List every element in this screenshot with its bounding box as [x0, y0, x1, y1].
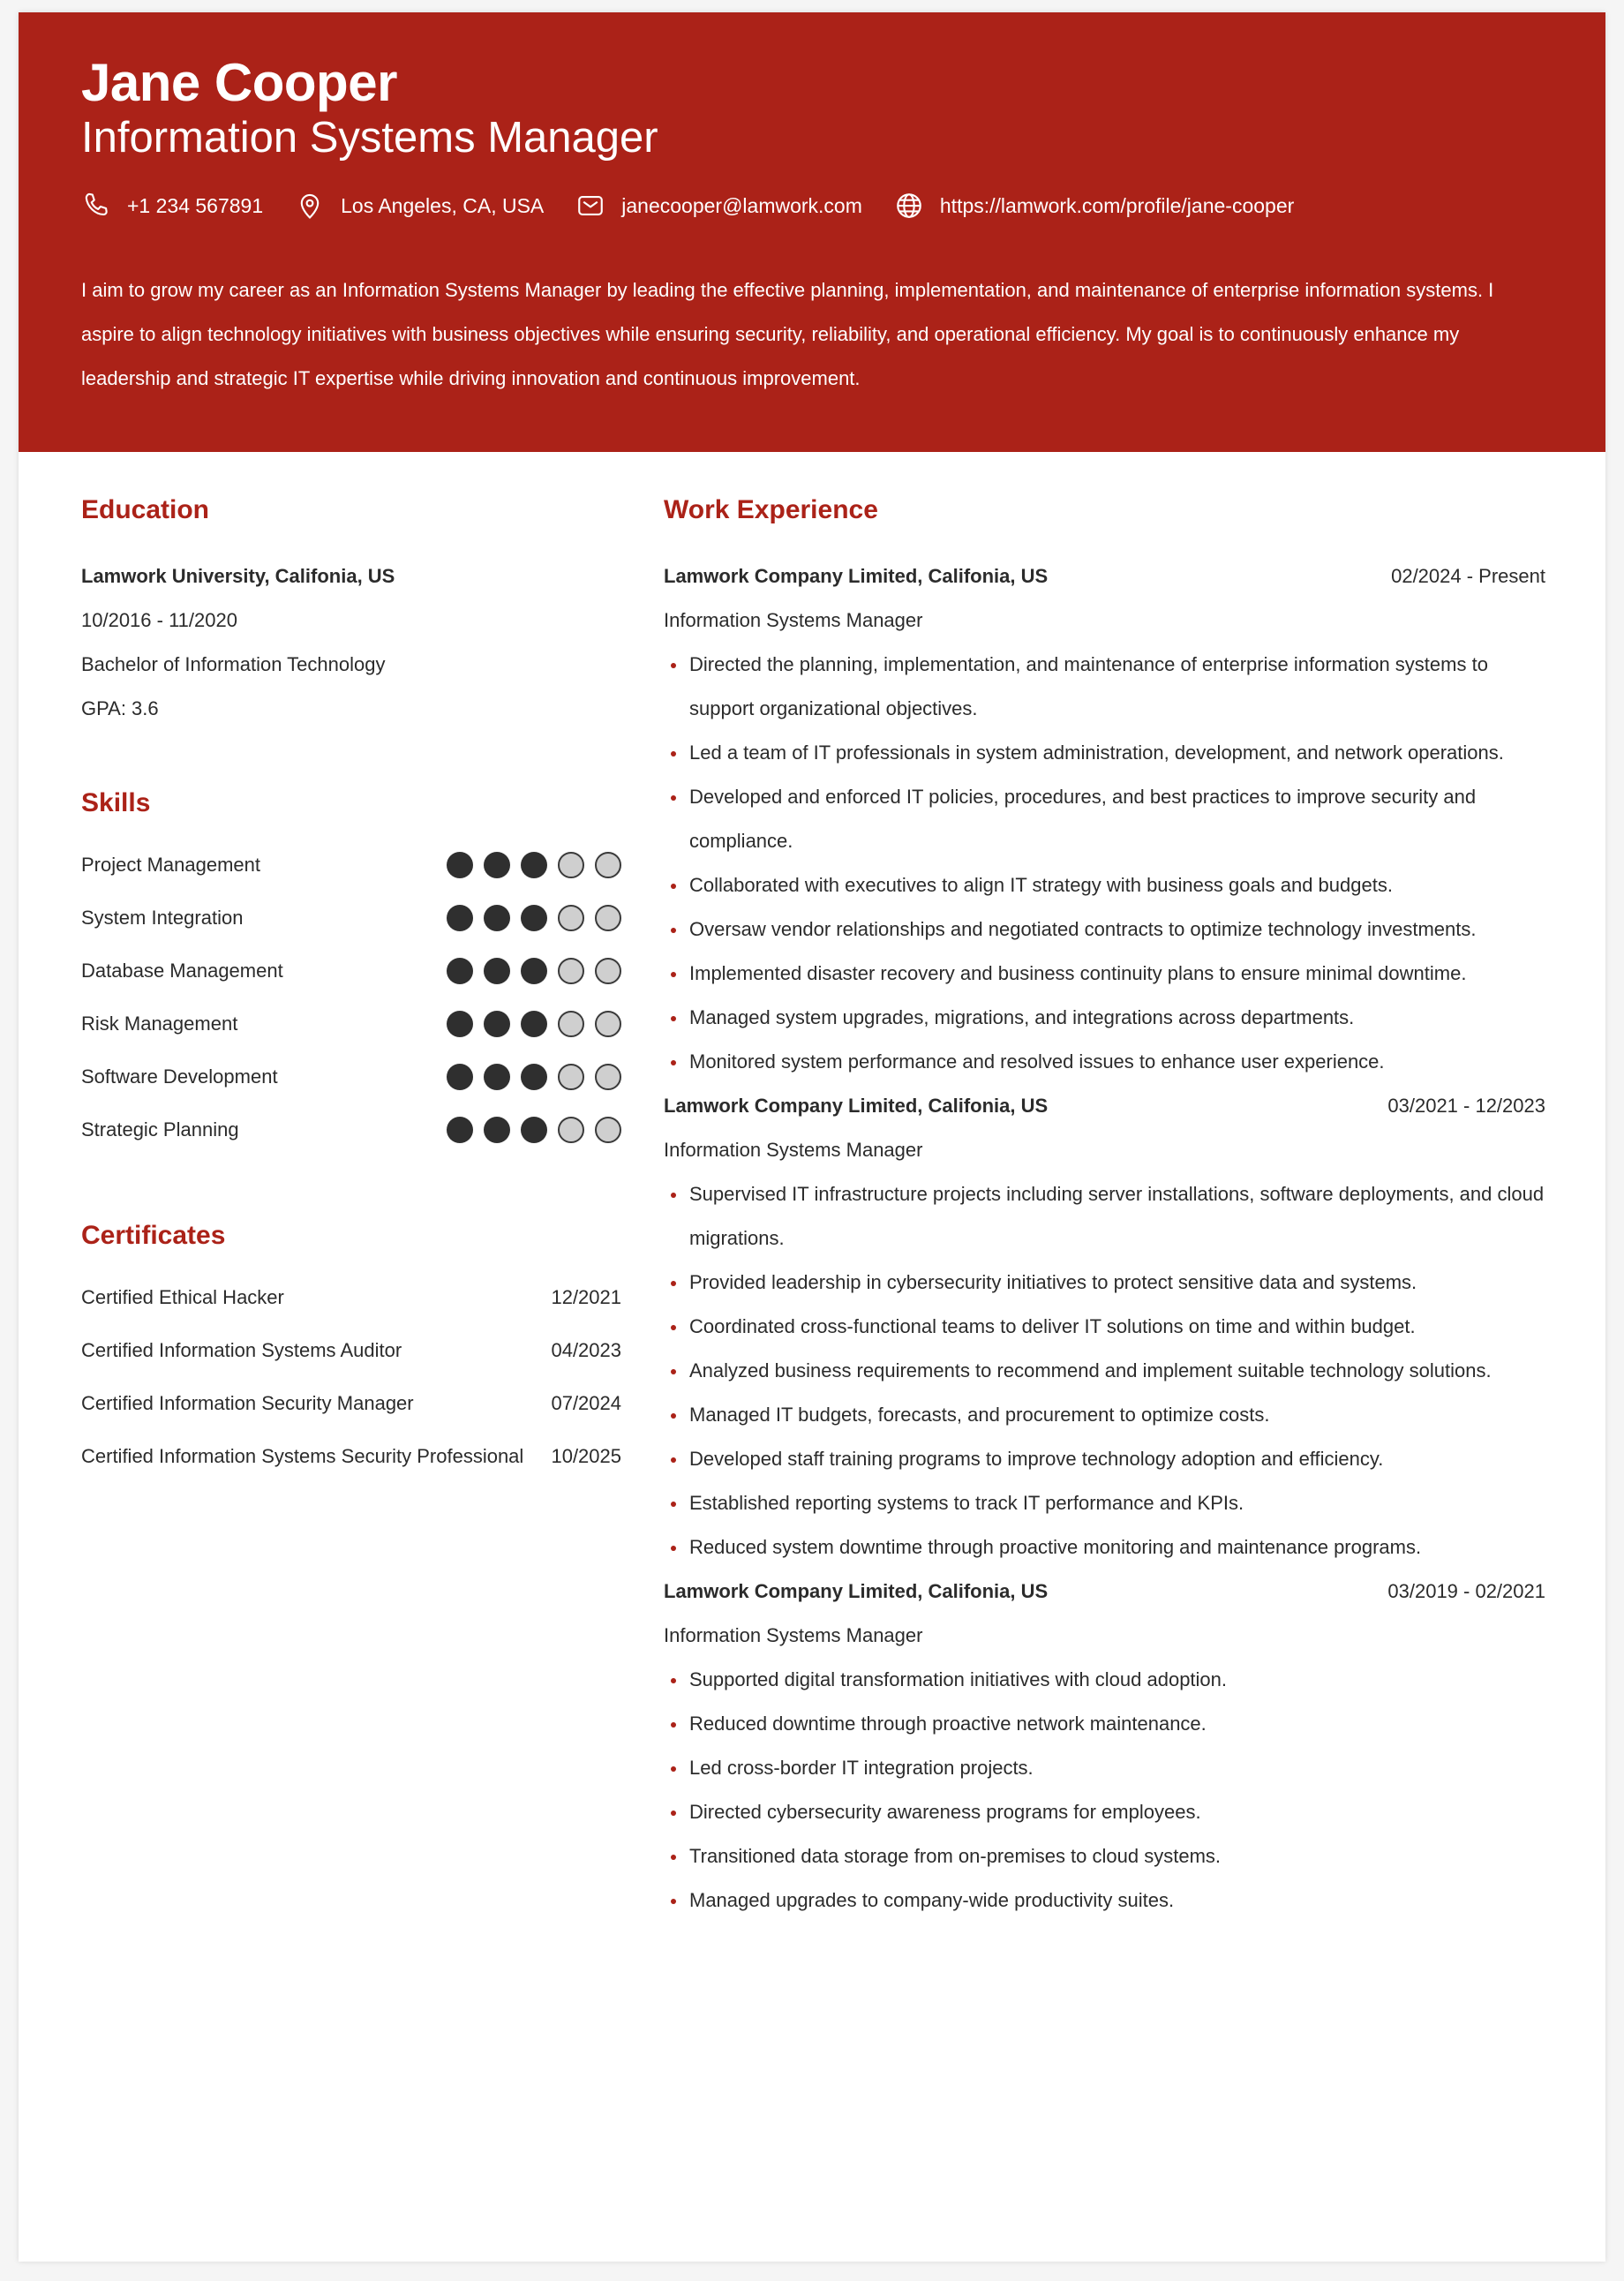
- responsibility-item: Directed the planning, implementation, and maintenance of enterprise information systems to support organizational objectives.: [664, 643, 1545, 731]
- skill-row: [81, 997, 621, 1050]
- rating-dot-filled: [521, 1011, 547, 1037]
- rating-dot-filled: [447, 905, 473, 931]
- contact-location[interactable]: [295, 191, 544, 221]
- job-role: Information Systems Manager: [664, 1624, 923, 1646]
- rating-dot-empty: [558, 1117, 584, 1143]
- responsibility-item: Developed staff training programs to improve technology adoption and efficiency.: [664, 1437, 1545, 1481]
- rating-dot-filled: [447, 1064, 473, 1090]
- rating-dot-empty: [558, 1011, 584, 1037]
- responsibility-item: Monitored system performance and resolved issues to enhance user experience.: [664, 1040, 1545, 1084]
- left-column: [81, 494, 621, 1483]
- certificate-row: [81, 1430, 621, 1483]
- resume-header: [19, 12, 1605, 452]
- job-responsibilities: [664, 1658, 1545, 1923]
- skill-name: Risk Management: [81, 1013, 238, 1035]
- responsibility-item: Supported digital transformation initiatives with cloud adoption.: [664, 1658, 1545, 1702]
- job-entry: [664, 1570, 1545, 1923]
- education-entry: [81, 554, 621, 731]
- job-dates: 02/2024 - Present: [1391, 565, 1545, 587]
- envelope-icon: [575, 191, 605, 221]
- job-company: Lamwork Company Limited, Califonia, US: [664, 565, 1049, 587]
- education-gpa: GPA: 3.6: [81, 697, 159, 719]
- skill-rating: [447, 1064, 621, 1090]
- contact-website[interactable]: [894, 191, 1294, 221]
- skill-rating: [447, 852, 621, 878]
- responsibility-item: Implemented disaster recovery and business continuity plans to ensure minimal downtime.: [664, 952, 1545, 996]
- rating-dot-empty: [558, 958, 584, 984]
- job-company: Lamwork Company Limited, Califonia, US: [664, 1580, 1049, 1602]
- skill-name: Strategic Planning: [81, 1118, 239, 1140]
- contact-bar: [81, 184, 1294, 228]
- rating-dot-filled: [484, 905, 510, 931]
- rating-dot-empty: [595, 852, 621, 878]
- rating-dot-empty: [595, 1011, 621, 1037]
- responsibility-item: Led a team of IT professionals in system administration, development, and network operations.: [664, 731, 1545, 775]
- job-company: Lamwork Company Limited, Califonia, US: [664, 1095, 1049, 1117]
- location-text: Los Angeles, CA, USA: [341, 193, 545, 217]
- skill-rating: [447, 1011, 621, 1037]
- phone-icon: [81, 191, 111, 221]
- responsibility-item: Analyzed business requirements to recommend and implement suitable technology solutions.: [664, 1349, 1545, 1393]
- skill-rating: [447, 905, 621, 931]
- responsibility-item: Managed upgrades to company-wide productivity suites.: [664, 1878, 1545, 1923]
- rating-dot-empty: [595, 905, 621, 931]
- responsibility-item: Supervised IT infrastructure projects including server installations, software deployments, and cloud migrations.: [664, 1172, 1545, 1261]
- job-role: Information Systems Manager: [664, 609, 923, 631]
- rating-dot-filled: [447, 1011, 473, 1037]
- education-dates: 10/2016 - 11/2020: [81, 609, 237, 631]
- rating-dot-filled: [521, 905, 547, 931]
- responsibility-item: Reduced system downtime through proactive monitoring and maintenance programs.: [664, 1525, 1545, 1570]
- skill-row: [81, 1050, 621, 1103]
- certificate-date: 10/2025: [551, 1445, 621, 1467]
- certificates-list: [81, 1271, 621, 1483]
- responsibility-item: Transitioned data storage from on-premises to cloud systems.: [664, 1834, 1545, 1878]
- rating-dot-filled: [521, 852, 547, 878]
- certificate-date: 07/2024: [551, 1392, 621, 1414]
- right-column: [664, 494, 1545, 1923]
- work-experience-heading: Work Experience: [664, 495, 878, 524]
- candidate-name: Jane Cooper: [81, 53, 397, 112]
- skill-name: System Integration: [81, 907, 244, 929]
- responsibility-item: Collaborated with executives to align IT strategy with business goals and budgets.: [664, 863, 1545, 907]
- rating-dot-filled: [484, 1011, 510, 1037]
- responsibility-item: Provided leadership in cybersecurity initiatives to protect sensitive data and systems.: [664, 1261, 1545, 1305]
- rating-dot-filled: [447, 1117, 473, 1143]
- rating-dot-filled: [484, 958, 510, 984]
- skill-name: Software Development: [81, 1065, 278, 1088]
- skills-list: [81, 839, 621, 1156]
- rating-dot-filled: [447, 852, 473, 878]
- website-text: https://lamwork.com/profile/jane-cooper: [939, 193, 1295, 217]
- skill-row: [81, 839, 621, 892]
- resume-page: [19, 12, 1605, 2262]
- rating-dot-empty: [595, 1064, 621, 1090]
- certificates-heading: Certificates: [81, 1221, 226, 1250]
- job-header: [664, 1570, 1545, 1614]
- job-entry: [664, 554, 1545, 1084]
- candidate-title: Information Systems Manager: [81, 114, 658, 162]
- responsibility-item: Developed and enforced IT policies, procedures, and best practices to improve security and compliance.: [664, 775, 1545, 863]
- skill-name: Project Management: [81, 854, 260, 876]
- responsibility-item: Managed system upgrades, migrations, and integrations across departments.: [664, 996, 1545, 1040]
- rating-dot-filled: [484, 852, 510, 878]
- responsibility-item: Led cross-border IT integration projects.: [664, 1746, 1545, 1790]
- rating-dot-filled: [521, 958, 547, 984]
- career-objective: I aim to grow my career as an Information Systems Manager by leading the effective planning, implementation, and maintenance of enterprise information systems. I aspire to align technology initiatives with business objectives while ensuring security, reliability, and operational efficiency. My goal is to continuously enhance my leadership and strategic IT expertise while driving innovation and continuous improvement.: [81, 279, 1494, 389]
- certificate-name: Certified Ethical Hacker: [81, 1286, 284, 1308]
- responsibility-item: Oversaw vendor relationships and negotiated contracts to optimize technology investments.: [664, 907, 1545, 952]
- skill-rating: [447, 1117, 621, 1143]
- skill-rating: [447, 958, 621, 984]
- phone-text: +1 234 567891: [127, 193, 264, 217]
- skills-heading: Skills: [81, 788, 151, 817]
- contact-phone[interactable]: [81, 191, 263, 221]
- skill-row: [81, 945, 621, 997]
- rating-dot-empty: [558, 852, 584, 878]
- job-responsibilities: [664, 643, 1545, 1084]
- responsibility-item: Established reporting systems to track IT performance and KPIs.: [664, 1481, 1545, 1525]
- rating-dot-filled: [521, 1117, 547, 1143]
- job-responsibilities: [664, 1172, 1545, 1570]
- certificate-date: 12/2021: [551, 1286, 621, 1308]
- responsibility-item: Directed cybersecurity awareness programs for employees.: [664, 1790, 1545, 1834]
- job-role: Information Systems Manager: [664, 1139, 923, 1161]
- responsibility-item: Coordinated cross-functional teams to deliver IT solutions on time and within budget.: [664, 1305, 1545, 1349]
- rating-dot-empty: [595, 958, 621, 984]
- rating-dot-empty: [595, 1117, 621, 1143]
- certificate-name: Certified Information Systems Security Professional: [81, 1445, 524, 1467]
- certificate-name: Certified Information Systems Auditor: [81, 1339, 402, 1361]
- rating-dot-empty: [558, 1064, 584, 1090]
- job-header: [664, 1084, 1545, 1128]
- location-pin-icon: [295, 191, 325, 221]
- certificate-date: 04/2023: [551, 1339, 621, 1361]
- job-header: [664, 554, 1545, 598]
- globe-icon: [894, 191, 924, 221]
- skill-row: [81, 892, 621, 945]
- job-dates: 03/2019 - 02/2021: [1387, 1580, 1545, 1602]
- certificate-row: [81, 1271, 621, 1324]
- certificate-name: Certified Information Security Manager: [81, 1392, 414, 1414]
- education-school: Lamwork University, Califonia, US: [81, 565, 395, 587]
- rating-dot-filled: [521, 1064, 547, 1090]
- job-entry: [664, 1084, 1545, 1570]
- rating-dot-filled: [484, 1064, 510, 1090]
- email-text: janecooper@lamwork.com: [621, 193, 862, 217]
- rating-dot-filled: [484, 1117, 510, 1143]
- job-dates: 03/2021 - 12/2023: [1387, 1095, 1545, 1117]
- certificate-row: [81, 1324, 621, 1377]
- contact-email[interactable]: [575, 191, 862, 221]
- rating-dot-empty: [558, 905, 584, 931]
- education-heading: Education: [81, 495, 210, 524]
- responsibility-item: Reduced downtime through proactive network maintenance.: [664, 1702, 1545, 1746]
- work-experience-list: [664, 554, 1545, 1923]
- skill-row: [81, 1103, 621, 1156]
- rating-dot-filled: [447, 958, 473, 984]
- education-degree: Bachelor of Information Technology: [81, 653, 386, 675]
- responsibility-item: Managed IT budgets, forecasts, and procurement to optimize costs.: [664, 1393, 1545, 1437]
- skill-name: Database Management: [81, 960, 283, 982]
- certificate-row: [81, 1377, 621, 1430]
